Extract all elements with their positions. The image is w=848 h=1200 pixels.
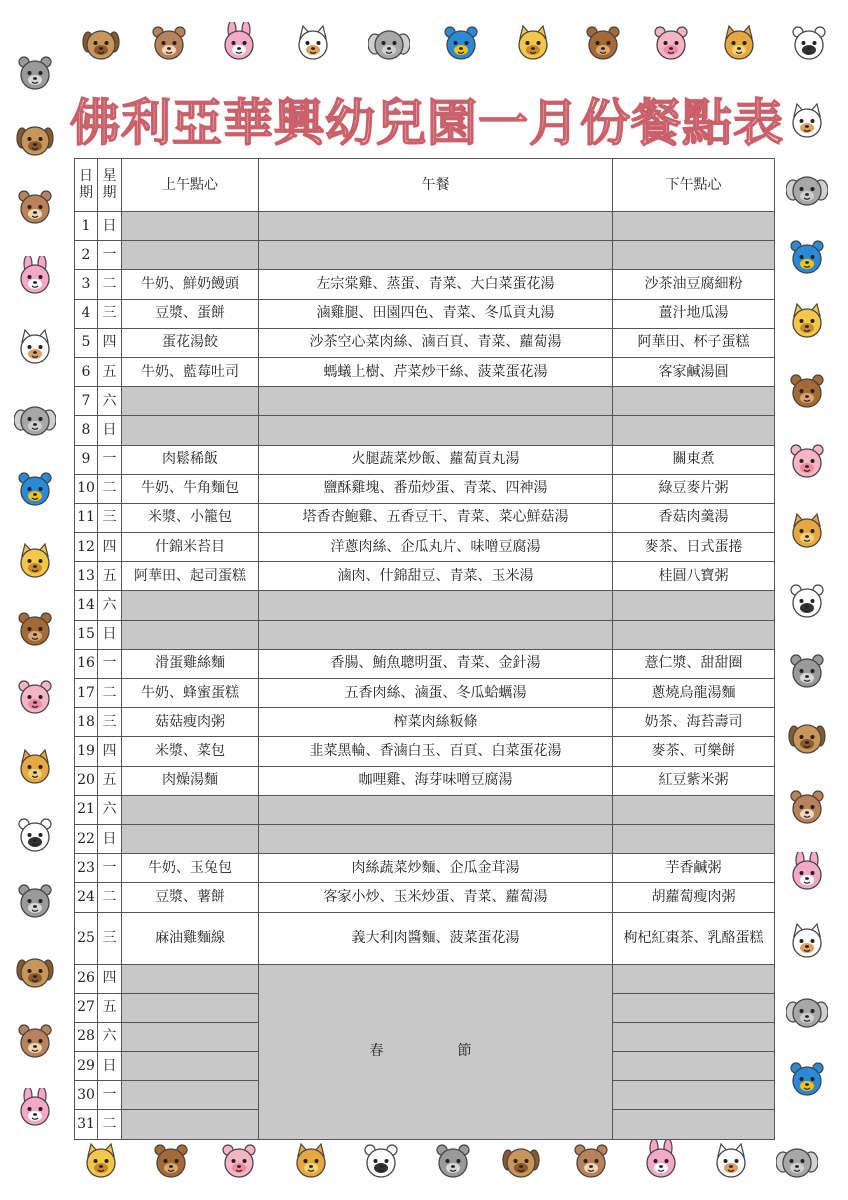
snack-cell [613, 795, 775, 824]
snack-cell: 枸杞紅棗茶、乳酪蛋糕 [613, 912, 775, 964]
day-cell: 23 [75, 854, 98, 883]
weekday-cell: 一 [98, 854, 122, 883]
elephant-icon [368, 22, 410, 64]
table-row [75, 357, 775, 386]
bird-icon [786, 236, 828, 278]
day-cell: 25 [75, 912, 98, 964]
breakfast-cell: 肉燥湯麵 [122, 766, 259, 795]
lion-icon [14, 746, 56, 788]
table-row [75, 241, 775, 270]
lion-icon [786, 510, 828, 552]
cat-icon [292, 22, 334, 64]
lunch-cell: 鹽酥雞塊、番茄炒蛋、青菜、四神湯 [259, 474, 613, 503]
rabbit-icon [786, 852, 828, 894]
bear-icon [14, 608, 56, 650]
breakfast-cell [122, 964, 259, 993]
breakfast-cell [122, 387, 259, 416]
snack-cell: 奶茶、海苔壽司 [613, 708, 775, 737]
lunch-cell [259, 241, 613, 270]
giraffe-icon [512, 22, 554, 64]
bear-icon [786, 370, 828, 412]
day-cell: 18 [75, 708, 98, 737]
day-cell: 29 [75, 1052, 98, 1081]
snack-cell: 薑汁地瓜湯 [613, 299, 775, 328]
panda-icon [14, 814, 56, 856]
snack-cell [613, 1052, 775, 1081]
day-cell: 5 [75, 328, 98, 357]
day-cell: 6 [75, 357, 98, 386]
weekday-cell: 六 [98, 591, 122, 620]
bird-icon [440, 22, 482, 64]
weekday-cell: 四 [98, 328, 122, 357]
snack-cell: 麥茶、日式蛋捲 [613, 533, 775, 562]
giraffe-icon [786, 300, 828, 342]
day-cell: 7 [75, 387, 98, 416]
table-row [75, 445, 775, 474]
table-row [75, 562, 775, 591]
snack-cell [613, 387, 775, 416]
table-row [75, 964, 775, 993]
lunch-cell: 榨菜肉絲粄條 [259, 708, 613, 737]
table-row [75, 533, 775, 562]
weekday-cell: 三 [98, 503, 122, 532]
weekday-cell: 一 [98, 1081, 122, 1110]
weekday-cell: 二 [98, 270, 122, 299]
bird-icon [14, 468, 56, 510]
day-cell: 14 [75, 591, 98, 620]
elephant-icon [786, 990, 828, 1032]
snack-cell: 薏仁漿、甜甜圈 [613, 649, 775, 678]
lunch-cell [259, 387, 613, 416]
breakfast-cell: 肉鬆稀飯 [122, 445, 259, 474]
koala-icon [14, 880, 56, 922]
table-row [75, 270, 775, 299]
snack-cell [613, 416, 775, 445]
bird-icon [786, 1058, 828, 1100]
snack-cell [613, 824, 775, 853]
pig-icon [650, 22, 692, 64]
pig-icon [218, 1140, 260, 1182]
header-lunch: 午餐 [259, 159, 613, 212]
day-cell: 27 [75, 993, 98, 1022]
breakfast-cell: 阿華田、起司蛋糕 [122, 562, 259, 591]
rabbit-icon [14, 1088, 56, 1130]
dog-icon [14, 118, 56, 160]
lunch-cell [259, 795, 613, 824]
lunch-cell [259, 620, 613, 649]
table-row [75, 474, 775, 503]
weekday-cell: 日 [98, 824, 122, 853]
rabbit-icon [14, 256, 56, 298]
day-cell: 19 [75, 737, 98, 766]
snack-cell: 芋香鹹粥 [613, 854, 775, 883]
elephant-icon [776, 1140, 818, 1182]
snack-cell [613, 1110, 775, 1139]
snack-cell [613, 212, 775, 241]
table-row [75, 912, 775, 964]
day-cell: 13 [75, 562, 98, 591]
table-row [75, 416, 775, 445]
snack-cell: 胡蘿蔔瘦肉粥 [613, 883, 775, 912]
giraffe-icon [14, 540, 56, 582]
dog-icon [500, 1140, 542, 1182]
breakfast-cell: 什錦米苔目 [122, 533, 259, 562]
header-breakfast: 上午點心 [122, 159, 259, 212]
lunch-cell: 客家小炒、玉米炒蛋、青菜、蘿蔔湯 [259, 883, 613, 912]
lunch-cell: 沙茶空心菜肉絲、滷百頁、青菜、蘿蔔湯 [259, 328, 613, 357]
snack-cell: 紅豆紫米粥 [613, 766, 775, 795]
elephant-icon [14, 398, 56, 440]
breakfast-cell: 豆漿、蛋餅 [122, 299, 259, 328]
cat-icon [786, 100, 828, 142]
panda-icon [786, 580, 828, 622]
snack-cell: 桂圓八寶粥 [613, 562, 775, 591]
lunch-cell [259, 212, 613, 241]
weekday-cell: 二 [98, 474, 122, 503]
snack-cell: 綠豆麥片粥 [613, 474, 775, 503]
day-cell: 20 [75, 766, 98, 795]
koala-icon [786, 650, 828, 692]
breakfast-cell: 米漿、小籠包 [122, 503, 259, 532]
snack-cell: 香菇肉羹湯 [613, 503, 775, 532]
breakfast-cell [122, 212, 259, 241]
day-cell: 10 [75, 474, 98, 503]
weekday-cell: 三 [98, 299, 122, 328]
header-snack: 下午點心 [613, 159, 775, 212]
snack-cell [613, 1022, 775, 1051]
header-day: 日 期 [75, 159, 98, 212]
breakfast-cell [122, 241, 259, 270]
bear-icon [150, 1140, 192, 1182]
lunch-cell: 義大利肉醬麵、菠菜蛋花湯 [259, 912, 613, 964]
weekday-cell: 四 [98, 964, 122, 993]
lion-icon [290, 1140, 332, 1182]
meal-table [74, 158, 775, 1140]
table-row [75, 299, 775, 328]
lunch-cell [259, 416, 613, 445]
breakfast-cell: 牛奶、藍莓吐司 [122, 357, 259, 386]
day-cell: 31 [75, 1110, 98, 1139]
elephant-icon [786, 168, 828, 210]
lunch-cell: 滷雞腿、田園四色、青菜、冬瓜貢丸湯 [259, 299, 613, 328]
weekday-cell: 日 [98, 1052, 122, 1081]
pig-icon [14, 676, 56, 718]
weekday-cell: 日 [98, 416, 122, 445]
table-row [75, 824, 775, 853]
table-row [75, 649, 775, 678]
day-cell: 17 [75, 679, 98, 708]
bear-icon [582, 22, 624, 64]
snack-cell: 關東煮 [613, 445, 775, 474]
koala-icon [14, 52, 56, 94]
snack-cell [613, 964, 775, 993]
day-cell: 12 [75, 533, 98, 562]
monkey-icon [14, 186, 56, 228]
breakfast-cell: 牛奶、鮮奶饅頭 [122, 270, 259, 299]
day-cell: 4 [75, 299, 98, 328]
lunch-cell: 咖哩雞、海芽味噌豆腐湯 [259, 766, 613, 795]
giraffe-icon [80, 1140, 122, 1182]
breakfast-cell [122, 1081, 259, 1110]
weekday-cell: 三 [98, 912, 122, 964]
cat-icon [14, 326, 56, 368]
table-row [75, 212, 775, 241]
breakfast-cell: 牛奶、蜂蜜蛋糕 [122, 679, 259, 708]
day-cell: 1 [75, 212, 98, 241]
snack-cell [613, 241, 775, 270]
breakfast-cell: 滑蛋雞絲麵 [122, 649, 259, 678]
weekday-cell: 日 [98, 620, 122, 649]
weekday-cell: 六 [98, 1022, 122, 1051]
breakfast-cell [122, 1052, 259, 1081]
lion-icon [718, 22, 760, 64]
dog-icon [14, 950, 56, 992]
breakfast-cell [122, 1022, 259, 1051]
panda-icon [360, 1140, 402, 1182]
snack-cell: 阿華田、杯子蛋糕 [613, 328, 775, 357]
lunch-cell: 螞蟻上樹、芹菜炒干絲、菠菜蛋花湯 [259, 357, 613, 386]
day-cell: 15 [75, 620, 98, 649]
breakfast-cell: 牛奶、牛角麵包 [122, 474, 259, 503]
table-row [75, 591, 775, 620]
holiday-cell: 春 節 [259, 964, 613, 1139]
breakfast-cell: 菇菇瘦肉粥 [122, 708, 259, 737]
day-cell: 11 [75, 503, 98, 532]
lunch-cell: 五香肉絲、滷蛋、冬瓜蛤蠣湯 [259, 679, 613, 708]
snack-cell [613, 1081, 775, 1110]
header-row [75, 159, 775, 212]
day-cell: 22 [75, 824, 98, 853]
breakfast-cell [122, 993, 259, 1022]
breakfast-cell [122, 824, 259, 853]
monkey-icon [14, 1020, 56, 1062]
lunch-cell: 滷肉、什錦甜豆、青菜、玉米湯 [259, 562, 613, 591]
weekday-cell: 三 [98, 708, 122, 737]
weekday-cell: 二 [98, 679, 122, 708]
day-cell: 26 [75, 964, 98, 993]
table-row [75, 766, 775, 795]
lunch-cell: 香腸、鮪魚聰明蛋、青菜、金針湯 [259, 649, 613, 678]
lunch-cell: 左宗棠雞、蒸蛋、青菜、大白菜蛋花湯 [259, 270, 613, 299]
day-cell: 3 [75, 270, 98, 299]
day-cell: 30 [75, 1081, 98, 1110]
monkey-icon [786, 786, 828, 828]
breakfast-cell: 米漿、菜包 [122, 737, 259, 766]
breakfast-cell [122, 1110, 259, 1139]
snack-cell [613, 620, 775, 649]
rabbit-icon [640, 1140, 682, 1182]
snack-cell [613, 591, 775, 620]
table-row [75, 795, 775, 824]
snack-cell: 沙茶油豆腐細粉 [613, 270, 775, 299]
weekday-cell: 六 [98, 387, 122, 416]
table-row [75, 328, 775, 357]
weekday-cell: 四 [98, 533, 122, 562]
weekday-cell: 五 [98, 357, 122, 386]
day-cell: 24 [75, 883, 98, 912]
breakfast-cell: 麻油雞麵線 [122, 912, 259, 964]
day-cell: 28 [75, 1022, 98, 1051]
monkey-icon [148, 22, 190, 64]
weekday-cell: 五 [98, 766, 122, 795]
weekday-cell: 四 [98, 737, 122, 766]
breakfast-cell: 豆漿、薯餅 [122, 883, 259, 912]
weekday-cell: 六 [98, 795, 122, 824]
table-row [75, 737, 775, 766]
breakfast-cell [122, 416, 259, 445]
monkey-icon [570, 1140, 612, 1182]
lunch-cell: 洋蔥肉絲、企瓜丸片、味噌豆腐湯 [259, 533, 613, 562]
cat-icon [786, 920, 828, 962]
cat-icon [710, 1140, 752, 1182]
lunch-cell: 韭菜黑輪、香滷白玉、百頁、白菜蛋花湯 [259, 737, 613, 766]
lunch-cell [259, 591, 613, 620]
breakfast-cell [122, 620, 259, 649]
breakfast-cell [122, 795, 259, 824]
day-cell: 21 [75, 795, 98, 824]
panda-icon [788, 22, 830, 64]
breakfast-cell: 牛奶、玉兔包 [122, 854, 259, 883]
day-cell: 16 [75, 649, 98, 678]
header-weekday: 星 期 [98, 159, 122, 212]
breakfast-cell: 蛋花湯餃 [122, 328, 259, 357]
weekday-cell: 五 [98, 562, 122, 591]
breakfast-cell [122, 591, 259, 620]
weekday-cell: 一 [98, 649, 122, 678]
pig-icon [786, 440, 828, 482]
weekday-cell: 五 [98, 993, 122, 1022]
table-row [75, 679, 775, 708]
snack-cell: 客家鹹湯圓 [613, 357, 775, 386]
day-cell: 9 [75, 445, 98, 474]
table-row [75, 620, 775, 649]
dog-icon [786, 716, 828, 758]
weekday-cell: 一 [98, 241, 122, 270]
rabbit-icon [218, 22, 260, 64]
lunch-cell: 火腿蔬菜炒飯、蘿蔔貢丸湯 [259, 445, 613, 474]
weekday-cell: 二 [98, 1110, 122, 1139]
dog-icon [80, 22, 122, 64]
table-row [75, 708, 775, 737]
snack-cell [613, 993, 775, 1022]
day-cell: 8 [75, 416, 98, 445]
table-row [75, 854, 775, 883]
table-row [75, 503, 775, 532]
koala-icon [432, 1140, 474, 1182]
lunch-cell [259, 824, 613, 853]
day-cell: 2 [75, 241, 98, 270]
snack-cell: 蔥燒烏龍湯麵 [613, 679, 775, 708]
table-row [75, 883, 775, 912]
weekday-cell: 二 [98, 883, 122, 912]
table-row [75, 387, 775, 416]
weekday-cell: 一 [98, 445, 122, 474]
lunch-cell: 肉絲蔬菜炒麵、企瓜金茸湯 [259, 854, 613, 883]
snack-cell: 麥茶、可樂餅 [613, 737, 775, 766]
weekday-cell: 日 [98, 212, 122, 241]
page-title: 佛利亞華興幼兒園一月份餐點表 [70, 94, 784, 152]
lunch-cell: 塔香杏鮑雞、五香豆干、青菜、菜心鮮菇湯 [259, 503, 613, 532]
